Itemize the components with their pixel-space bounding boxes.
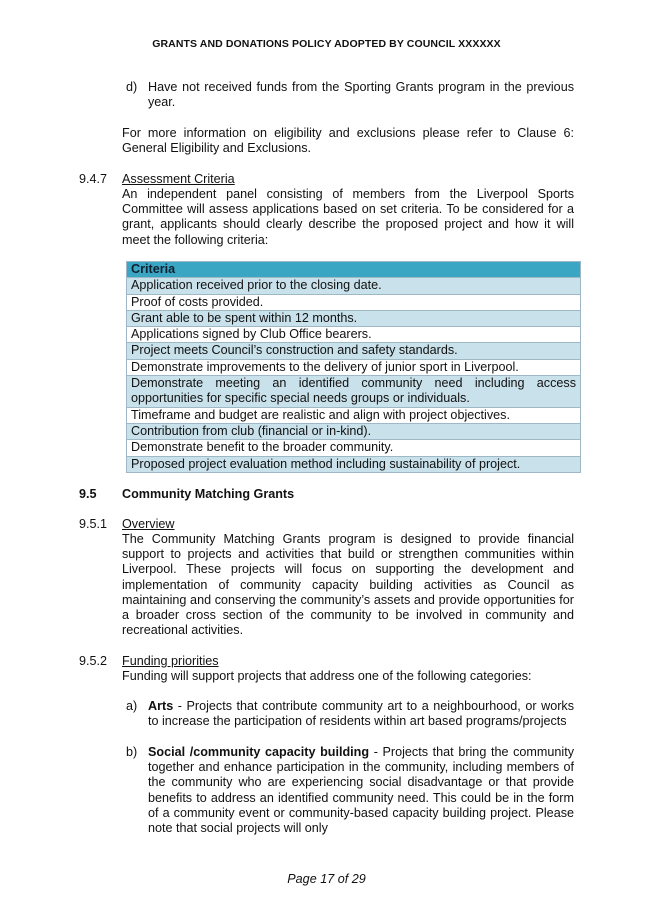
page-header: GRANTS AND DONATIONS POLICY ADOPTED BY COUNCIL XXXXXX: [152, 38, 501, 50]
criteria-row: Demonstrate meeting an identified community need including access opportunities for specific special needs groups or individuals.: [127, 376, 581, 408]
list-text-arts: - Projects that contribute community art to a neighbourhood, or works to increase the participation of residents within art based programs/projects: [148, 699, 574, 729]
criteria-row: Project meets Council’s construction and safety standards.: [127, 343, 581, 359]
section-number-9-5-1: 9.5.1: [79, 517, 108, 531]
section-title-funding-priorities: Funding priorities: [122, 654, 219, 668]
funding-priorities-body: Funding will support projects that address one of the following categories:: [122, 669, 532, 683]
list-marker-a: a): [126, 699, 138, 713]
section-number-9-5: 9.5: [79, 487, 97, 501]
overview-body: The Community Matching Grants program is designed to provide financial support to projects and activities that build or strengthen communities within Liverpool. These projects will focus on supporting the development and implementation of community capacity building activities as Council as maintaining and conserving the community’s assets and provide opportunities for a broader cross section of the community to be involved in community and recreational activities.: [122, 532, 574, 638]
criteria-row: Application received prior to the closing date.: [127, 278, 581, 294]
section-title-community-matching-grants: Community Matching Grants: [122, 487, 295, 501]
criteria-row: Contribution from club (financial or in-kind).: [127, 423, 581, 439]
section-number-9-4-7: 9.4.7: [79, 172, 108, 186]
section-title-assessment-criteria: Assessment Criteria: [122, 172, 235, 186]
criteria-row: Timeframe and budget are realistic and align with project objectives.: [127, 407, 581, 423]
criteria-row: Demonstrate improvements to the delivery of junior sport in Liverpool.: [127, 359, 581, 375]
list-item-social: [148, 745, 574, 836]
list-marker-d: d): [126, 80, 138, 94]
criteria-row: Applications signed by Club Office bearers.: [127, 327, 581, 343]
assessment-criteria-body: An independent panel consisting of members from the Liverpool Sports Committee will assess applications based on set criteria. To be considered for a grant, applicants should clearly describe the proposed project and how it will meet the following criteria:: [122, 187, 574, 247]
section-title-overview: Overview: [122, 517, 175, 531]
section-number-9-5-2: 9.5.2: [79, 654, 108, 668]
criteria-row: Grant able to be spent within 12 months.: [127, 310, 581, 326]
list-term-arts: Arts: [148, 699, 174, 713]
criteria-row: Proof of costs provided.: [127, 294, 581, 310]
criteria-row: Proposed project evaluation method including sustainability of project.: [127, 456, 581, 472]
list-text-social: - Projects that bring the community together and enhance participation in the community, including members of the community who are experiencing social disadvantage or that provide benefits to address an identified community need. This could be in the form of a community event or community-based capacity building project. Please note that social projects will only: [148, 745, 574, 836]
page-number-footer: Page 17 of 29: [287, 872, 366, 886]
list-marker-b: b): [126, 745, 138, 759]
criteria-table: [126, 261, 581, 473]
criteria-table-header: Criteria: [127, 262, 581, 278]
criteria-row: Demonstrate benefit to the broader community.: [127, 440, 581, 456]
list-item-d-text: Have not received funds from the Sporting Grants program in the previous year.: [148, 80, 574, 110]
list-term-social: Social /community capacity building: [148, 745, 370, 759]
list-item-arts: [148, 699, 574, 729]
more-info-paragraph: For more information on eligibility and exclusions please refer to Clause 6: General Eligibility and Exclusions.: [122, 126, 574, 156]
